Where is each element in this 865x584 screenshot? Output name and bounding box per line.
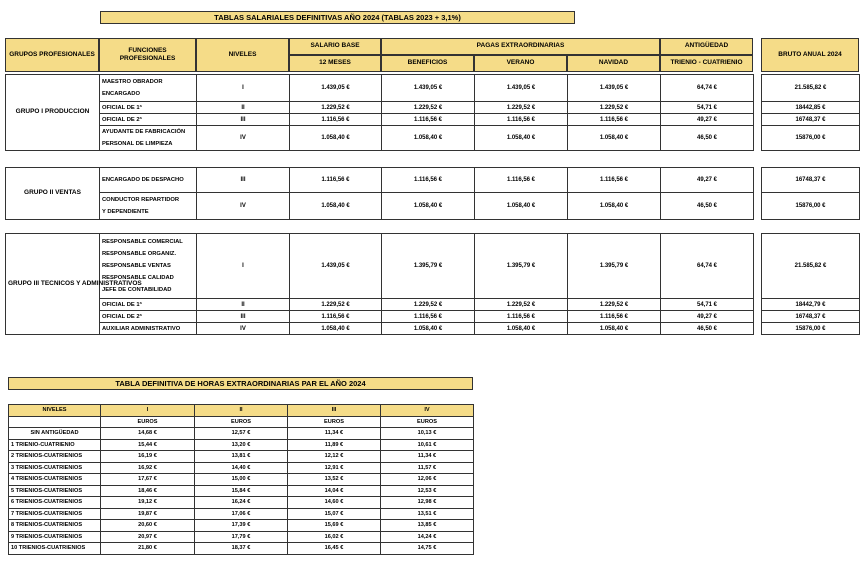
navidad-cell: 1.116,56 € <box>568 311 661 323</box>
value-cell: 20,60 € <box>101 520 195 532</box>
beneficios-cell: 1.229,52 € <box>382 299 475 311</box>
table-row <box>6 126 754 151</box>
value-cell: 14,68 € <box>101 428 195 440</box>
navidad-cell: 1.058,40 € <box>568 193 661 220</box>
value-cell: 16,19 € <box>101 451 195 463</box>
overtime-table <box>8 404 474 555</box>
funciones-cell: CONDUCTOR REPARTIDOR Y DEPENDIENTE <box>100 193 197 220</box>
navidad-cell: 1.229,52 € <box>568 102 661 114</box>
bruto-cell: 18442,85 € <box>762 102 860 114</box>
verano-cell: 1.058,40 € <box>475 193 568 220</box>
nivel-cell: IV <box>197 126 290 151</box>
header-trienio-cuatrienio: TRIENIO - CUATRIENIO <box>660 55 753 72</box>
header-pagas-extraordinarias: PAGAS EXTRAORDINARIAS <box>381 38 660 55</box>
value-cell: 11,57 € <box>381 462 474 474</box>
row-label: 2 TRIENIOS-CUATRIENIOS <box>9 451 101 463</box>
beneficios-cell: 1.058,40 € <box>382 126 475 151</box>
overtime-unit-row <box>9 416 474 428</box>
unit-label: EUROS <box>381 416 474 428</box>
navidad-cell: 1.058,40 € <box>568 126 661 151</box>
group-table-produccion <box>5 74 754 151</box>
bruto-cell: 21.585,82 € <box>762 75 860 102</box>
group-name: GRUPO II VENTAS <box>6 168 100 220</box>
group-table-tecnicos <box>5 233 754 335</box>
table-row <box>9 531 474 543</box>
table-row <box>9 497 474 509</box>
trienio-cell: 54,71 € <box>661 299 754 311</box>
trienio-cell: 49,27 € <box>661 168 754 193</box>
navidad-cell: 1.395,79 € <box>568 234 661 299</box>
value-cell: 19,12 € <box>101 497 195 509</box>
table-row <box>9 428 474 440</box>
funciones-cell: AUXILIAR ADMINISTRATIVO <box>100 323 197 335</box>
nivel-cell: IV <box>197 323 290 335</box>
verano-cell: 1.116,56 € <box>475 311 568 323</box>
value-cell: 21,80 € <box>101 543 195 555</box>
beneficios-cell: 1.058,40 € <box>382 323 475 335</box>
value-cell: 14,24 € <box>381 531 474 543</box>
header-12-meses: 12 MESES <box>289 55 381 72</box>
bruto-cell: 15876,00 € <box>762 323 860 335</box>
value-cell: 16,02 € <box>288 531 381 543</box>
base-cell: 1.116,56 € <box>290 114 382 126</box>
overtime-level-header: IV <box>381 405 474 417</box>
row-label: 3 TRIENIOS-CUATRIENIOS <box>9 462 101 474</box>
value-cell: 11,34 € <box>381 451 474 463</box>
funciones-cell: OFICIAL DE 1ª <box>100 102 197 114</box>
overtime-level-header: II <box>195 405 288 417</box>
verano-cell: 1.058,40 € <box>475 126 568 151</box>
value-cell: 10,13 € <box>381 428 474 440</box>
verano-cell: 1.395,79 € <box>475 234 568 299</box>
value-cell: 13,85 € <box>381 520 474 532</box>
trienio-cell: 49,27 € <box>661 114 754 126</box>
table-row <box>6 299 754 311</box>
beneficios-cell: 1.058,40 € <box>382 193 475 220</box>
value-cell: 16,92 € <box>101 462 195 474</box>
header-beneficios: BENEFICIOS <box>381 55 474 72</box>
value-cell: 20,97 € <box>101 531 195 543</box>
value-cell: 13,20 € <box>195 439 288 451</box>
value-cell: 19,87 € <box>101 508 195 520</box>
header-salario-base: SALARIO BASE <box>289 38 381 55</box>
nivel-cell: I <box>197 234 290 299</box>
trienio-cell: 46,50 € <box>661 126 754 151</box>
header-niveles: NIVELES <box>196 38 289 72</box>
bruto-cell: 16748,37 € <box>762 311 860 323</box>
unit-label: EUROS <box>101 416 195 428</box>
value-cell: 12,12 € <box>288 451 381 463</box>
table-row <box>9 520 474 532</box>
value-cell: 17,06 € <box>195 508 288 520</box>
value-cell: 15,44 € <box>101 439 195 451</box>
unit-label: EUROS <box>195 416 288 428</box>
value-cell: 17,67 € <box>101 474 195 486</box>
value-cell: 14,60 € <box>288 497 381 509</box>
bruto-cell: 15876,00 € <box>762 126 860 151</box>
row-label: 8 TRIENIOS-CUATRIENIOS <box>9 520 101 532</box>
value-cell: 14,04 € <box>288 485 381 497</box>
beneficios-cell: 1.116,56 € <box>382 311 475 323</box>
header-antiguedad: ANTIGÜEDAD <box>660 38 753 55</box>
value-cell: 13,51 € <box>381 508 474 520</box>
bruto-table-ventas <box>761 167 860 220</box>
base-cell: 1.229,52 € <box>290 299 382 311</box>
beneficios-cell: 1.395,79 € <box>382 234 475 299</box>
bruto-cell: 15876,00 € <box>762 193 860 220</box>
nivel-cell: II <box>197 102 290 114</box>
value-cell: 12,57 € <box>195 428 288 440</box>
funciones-cell: AYUDANTE DE FABRICACIÓN PERSONAL DE LIMPIEZA <box>100 126 197 151</box>
funciones-cell: MAESTRO OBRADOR ENCARGADO <box>100 75 197 102</box>
table-row <box>6 193 754 220</box>
row-label: SIN ANTIGÜEDAD <box>9 428 101 440</box>
value-cell: 12,98 € <box>381 497 474 509</box>
beneficios-cell: 1.116,56 € <box>382 168 475 193</box>
trienio-cell: 49,27 € <box>661 311 754 323</box>
header-funciones: FUNCIONES PROFESIONALES <box>99 38 196 72</box>
trienio-cell: 46,50 € <box>661 323 754 335</box>
funciones-cell: OFICIAL DE 2ª <box>100 114 197 126</box>
bruto-table-produccion <box>761 74 860 151</box>
table-row <box>9 462 474 474</box>
value-cell: 12,06 € <box>381 474 474 486</box>
table-row <box>6 311 754 323</box>
row-label: 4 TRIENIOS-CUATRIENIOS <box>9 474 101 486</box>
value-cell: 11,34 € <box>288 428 381 440</box>
value-cell: 18,37 € <box>195 543 288 555</box>
header-grupos: GRUPOS PROFESIONALES <box>5 38 99 72</box>
beneficios-cell: 1.439,05 € <box>382 75 475 102</box>
navidad-cell: 1.229,52 € <box>568 299 661 311</box>
bruto-table-tecnicos <box>761 233 860 335</box>
bruto-cell: 18442,79 € <box>762 299 860 311</box>
row-label: 10 TRIENIOS-CUATRIENIOS <box>9 543 101 555</box>
verano-cell: 1.229,52 € <box>475 102 568 114</box>
value-cell: 14,75 € <box>381 543 474 555</box>
header-navidad: NAVIDAD <box>567 55 660 72</box>
value-cell: 17,39 € <box>195 520 288 532</box>
header-verano: VERANO <box>474 55 567 72</box>
trienio-cell: 64,74 € <box>661 75 754 102</box>
funciones-cell: ENCARGADO DE DESPACHO <box>100 168 197 193</box>
value-cell: 12,53 € <box>381 485 474 497</box>
group-table-ventas <box>5 167 754 220</box>
verano-cell: 1.116,56 € <box>475 114 568 126</box>
overtime-level-header: I <box>101 405 195 417</box>
base-cell: 1.058,40 € <box>290 323 382 335</box>
value-cell: 16,45 € <box>288 543 381 555</box>
table-row <box>9 508 474 520</box>
nivel-cell: IV <box>197 193 290 220</box>
value-cell: 13,81 € <box>195 451 288 463</box>
trienio-cell: 64,74 € <box>661 234 754 299</box>
group-name: GRUPO I PRODUCCION <box>6 75 100 151</box>
overtime-header-row <box>9 405 474 417</box>
unit-label: EUROS <box>288 416 381 428</box>
navidad-cell: 1.116,56 € <box>568 114 661 126</box>
table-row <box>6 323 754 335</box>
navidad-cell: 1.116,56 € <box>568 168 661 193</box>
row-label: 7 TRIENIOS-CUATRIENIOS <box>9 508 101 520</box>
header-bruto-anual: BRUTO ANUAL 2024 <box>761 38 859 72</box>
base-cell: 1.058,40 € <box>290 126 382 151</box>
value-cell: 16,24 € <box>195 497 288 509</box>
row-label: 1 TRIENIO-CUATRIENIO <box>9 439 101 451</box>
verano-cell: 1.116,56 € <box>475 168 568 193</box>
overtime-niveles-header: NIVELES <box>9 405 101 417</box>
table-row <box>9 439 474 451</box>
navidad-cell: 1.058,40 € <box>568 323 661 335</box>
nivel-cell: I <box>197 75 290 102</box>
value-cell: 15,00 € <box>195 474 288 486</box>
value-cell: 14,40 € <box>195 462 288 474</box>
value-cell: 17,79 € <box>195 531 288 543</box>
trienio-cell: 54,71 € <box>661 102 754 114</box>
table-row <box>9 485 474 497</box>
beneficios-cell: 1.116,56 € <box>382 114 475 126</box>
base-cell: 1.116,56 € <box>290 311 382 323</box>
value-cell: 13,52 € <box>288 474 381 486</box>
bruto-cell: 16748,37 € <box>762 168 860 193</box>
base-cell: 1.439,05 € <box>290 234 382 299</box>
table-row <box>6 234 754 299</box>
empty-cell <box>9 416 101 428</box>
table-row <box>9 451 474 463</box>
value-cell: 15,84 € <box>195 485 288 497</box>
table-row <box>9 543 474 555</box>
funciones-cell: RESPONSABLE COMERCIAL RESPONSABLE ORGANIZ. RESPONSABLE VENTAS RESPONSABLE CALIDAD JEFE DE CONTABILIDAD <box>100 234 197 299</box>
group-name: GRUPO III TECNICOS Y ADMINISTRATIVOS <box>6 234 100 335</box>
verano-cell: 1.229,52 € <box>475 299 568 311</box>
row-label: 5 TRIENIOS-CUATRIENIOS <box>9 485 101 497</box>
value-cell: 15,07 € <box>288 508 381 520</box>
value-cell: 12,91 € <box>288 462 381 474</box>
table-row <box>6 102 754 114</box>
base-cell: 1.058,40 € <box>290 193 382 220</box>
overtime-level-header: III <box>288 405 381 417</box>
verano-cell: 1.058,40 € <box>475 323 568 335</box>
value-cell: 10,61 € <box>381 439 474 451</box>
table-row <box>9 474 474 486</box>
table-row <box>6 114 754 126</box>
base-cell: 1.229,52 € <box>290 102 382 114</box>
beneficios-cell: 1.229,52 € <box>382 102 475 114</box>
table-row <box>6 168 754 193</box>
base-cell: 1.439,05 € <box>290 75 382 102</box>
nivel-cell: III <box>197 168 290 193</box>
funciones-cell: OFICIAL DE 2ª <box>100 311 197 323</box>
value-cell: 15,69 € <box>288 520 381 532</box>
trienio-cell: 46,50 € <box>661 193 754 220</box>
overtime-table-title: TABLA DEFINITIVA DE HORAS EXTRAORDINARIAS PAR EL AÑO 2024 <box>8 377 473 390</box>
value-cell: 18,46 € <box>101 485 195 497</box>
nivel-cell: III <box>197 311 290 323</box>
base-cell: 1.116,56 € <box>290 168 382 193</box>
funciones-cell: OFICIAL DE 1ª <box>100 299 197 311</box>
row-label: 9 TRIENIOS-CUATRIENIOS <box>9 531 101 543</box>
table-row <box>6 75 754 102</box>
bruto-cell: 16748,37 € <box>762 114 860 126</box>
salary-table-title: TABLAS SALARIALES DEFINITIVAS AÑO 2024 (TABLAS 2023 + 3,1%) <box>100 11 575 24</box>
nivel-cell: II <box>197 299 290 311</box>
verano-cell: 1.439,05 € <box>475 75 568 102</box>
bruto-cell: 21.585,82 € <box>762 234 860 299</box>
navidad-cell: 1.439,05 € <box>568 75 661 102</box>
nivel-cell: III <box>197 114 290 126</box>
row-label: 6 TRIENIOS-CUATRIENIOS <box>9 497 101 509</box>
value-cell: 11,89 € <box>288 439 381 451</box>
